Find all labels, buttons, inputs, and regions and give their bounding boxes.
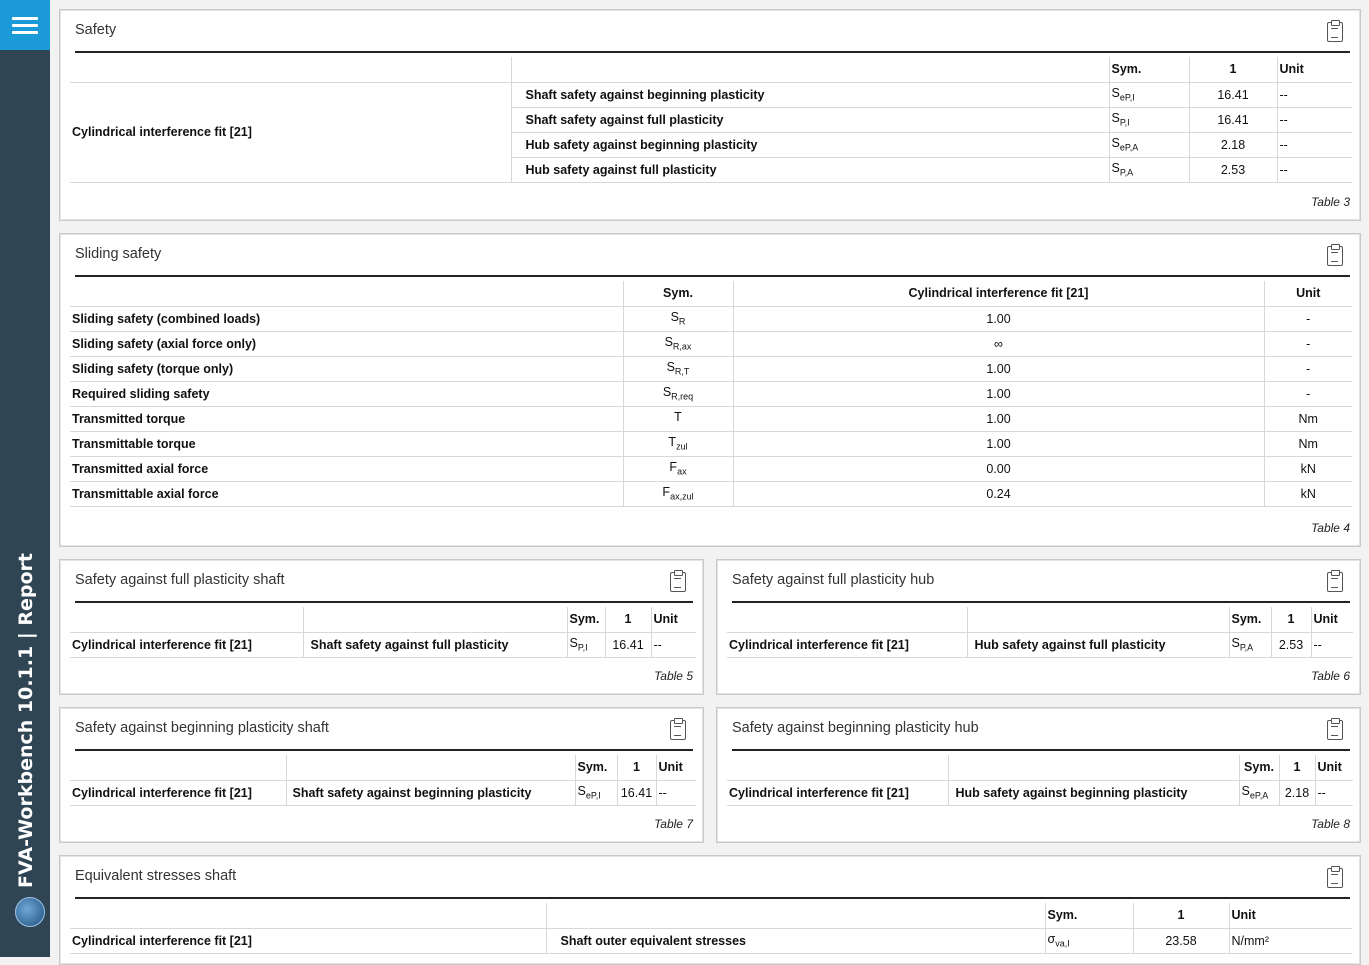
table-header-row: [727, 755, 1353, 780]
panel-title: Safety against beginning plasticity shaft: [75, 720, 329, 736]
panel-title: Safety against full plasticity shaft: [75, 572, 285, 588]
row-sym: $F_{ax}$: [623, 456, 733, 481]
row-label: Sliding safety (axial force only): [70, 331, 623, 356]
row-label: Shaft safety against beginning plasticity: [286, 780, 575, 805]
row-value: 1.00: [733, 381, 1264, 406]
panel-title: Safety against full plasticity hub: [732, 572, 935, 588]
table-row: [70, 82, 1352, 107]
sidebar: [0, 0, 50, 957]
col-header-unit: Unit: [1315, 755, 1353, 780]
col-header-sym: Sym.: [567, 607, 605, 632]
col-header-unit: Unit: [656, 755, 696, 780]
row-unit: -: [1264, 356, 1352, 381]
hamburger-menu-button[interactable]: [0, 0, 50, 50]
row-sym: $S_{eP,A}$: [1109, 132, 1189, 157]
col-header-unit: Unit: [651, 607, 696, 632]
table-header-row: [727, 607, 1353, 632]
table-row: [70, 456, 1352, 481]
panel-full-plasticity-shaft: [59, 559, 704, 695]
row-value: 16.41: [605, 632, 651, 657]
row-sym: $S_{R,req}$: [623, 381, 733, 406]
table-header-row: [70, 57, 1352, 82]
clipboard-icon[interactable]: [1327, 720, 1343, 740]
row-sym: $S_{P,A}$: [1229, 632, 1271, 657]
row-sym: $\sigma_{va,I}$: [1045, 928, 1133, 953]
row-unit: kN: [1264, 481, 1352, 506]
row-label: Shaft safety against full plasticity: [511, 107, 1109, 132]
row-unit: --: [651, 632, 696, 657]
col-header-value: 1: [1133, 903, 1229, 928]
row-value: 16.41: [1189, 107, 1277, 132]
panel-beginning-plasticity-shaft: [59, 707, 704, 843]
col-header-sym: Sym.: [1229, 607, 1271, 632]
row-sym: $S_{R,T}$: [623, 356, 733, 381]
row-sym: $S_{P,I}$: [567, 632, 605, 657]
group-label: Cylindrical interference fit [21]: [70, 82, 511, 182]
col-header-sym: Sym.: [575, 755, 617, 780]
full-plasticity-shaft-table: [70, 607, 696, 658]
table-row: [70, 356, 1352, 381]
panel-sliding-safety: [59, 233, 1361, 547]
clipboard-icon[interactable]: [670, 720, 686, 740]
col-header-unit: Unit: [1277, 57, 1352, 82]
row-label: Shaft outer equivalent stresses: [546, 928, 1045, 953]
table-header-row: [70, 755, 696, 780]
panel-full-plasticity-hub: [716, 559, 1361, 695]
row-unit: N/mm²: [1229, 928, 1352, 953]
table-row: [70, 780, 696, 805]
row-unit: kN: [1264, 456, 1352, 481]
table-header-row: [70, 903, 1352, 928]
panel-title: Equivalent stresses shaft: [75, 868, 237, 884]
table-caption: Table 8: [1311, 817, 1350, 831]
row-label: Transmitted torque: [70, 406, 623, 431]
group-label: Cylindrical interference fit [21]: [727, 632, 967, 657]
row-label: Hub safety against full plasticity: [511, 157, 1109, 182]
row-value: 0.00: [733, 456, 1264, 481]
col-header-value: Cylindrical interference fit [21]: [733, 281, 1264, 306]
row-sym: $S_{eP,I}$: [575, 780, 617, 805]
table-row: [70, 381, 1352, 406]
panel-title: Safety: [75, 22, 117, 38]
row-unit: --: [1311, 632, 1353, 657]
clipboard-icon[interactable]: [1327, 868, 1343, 888]
beginning-plasticity-hub-table: [727, 755, 1353, 806]
col-header-sym: Sym.: [1239, 755, 1279, 780]
row-value: 0.24: [733, 481, 1264, 506]
row-value: 1.00: [733, 306, 1264, 331]
table-row: [727, 632, 1353, 657]
clipboard-icon[interactable]: [1327, 22, 1343, 42]
panel-title: Safety against beginning plasticity hub: [732, 720, 979, 736]
safety-table: [70, 57, 1352, 183]
row-unit: -: [1264, 381, 1352, 406]
row-label: Shaft safety against full plasticity: [303, 632, 567, 657]
col-header-unit: Unit: [1311, 607, 1353, 632]
table-caption: Table 5: [654, 669, 693, 683]
row-value: 2.18: [1189, 132, 1277, 157]
row-value: 2.53: [1271, 632, 1311, 657]
row-label: Transmittable axial force: [70, 481, 623, 506]
brand: [13, 553, 39, 888]
table-row: [70, 632, 696, 657]
row-label: Hub safety against beginning plasticity: [948, 780, 1239, 805]
clipboard-icon[interactable]: [670, 572, 686, 592]
row-unit: --: [1277, 82, 1352, 107]
table-row: [70, 306, 1352, 331]
row-value: 1.00: [733, 356, 1264, 381]
row-label: Sliding safety (torque only): [70, 356, 623, 381]
row-label: Hub safety against full plasticity: [967, 632, 1229, 657]
col-header-value: 1: [617, 755, 656, 780]
divider: [732, 749, 1350, 751]
col-header-value: 1: [1279, 755, 1315, 780]
row-value: 2.18: [1279, 780, 1315, 805]
row-value: 1.00: [733, 406, 1264, 431]
table-row: [70, 481, 1352, 506]
panel-equivalent-stresses-shaft: [59, 855, 1361, 965]
row-sym: $S_{eP,A}$: [1239, 780, 1279, 805]
row-unit: Nm: [1264, 406, 1352, 431]
equivalent-stresses-shaft-table: [70, 903, 1352, 954]
table-row: [727, 780, 1353, 805]
row-value: ∞: [733, 331, 1264, 356]
clipboard-icon[interactable]: [1327, 246, 1343, 266]
row-sym: $T_{zul}$: [623, 431, 733, 456]
table-caption: Table 4: [1311, 521, 1350, 535]
row-sym: T: [623, 406, 733, 431]
row-label: Transmitted axial force: [70, 456, 623, 481]
group-label: Cylindrical interference fit [21]: [70, 632, 303, 657]
col-header-unit: Unit: [1229, 903, 1352, 928]
col-header-value: 1: [605, 607, 651, 632]
row-value: 1.00: [733, 431, 1264, 456]
table-caption: Table 6: [1311, 669, 1350, 683]
table-row: [70, 406, 1352, 431]
panel-beginning-plasticity-hub: [716, 707, 1361, 843]
full-plasticity-hub-table: [727, 607, 1353, 658]
table-row: [70, 331, 1352, 356]
divider: [732, 601, 1350, 603]
table-header-row: [70, 607, 696, 632]
table-row: [70, 431, 1352, 456]
row-unit: --: [1277, 107, 1352, 132]
row-sym: $S_{R,ax}$: [623, 331, 733, 356]
row-unit: Nm: [1264, 431, 1352, 456]
col-header-sym: Sym.: [623, 281, 733, 306]
row-label: Required sliding safety: [70, 381, 623, 406]
table-header-row: [70, 281, 1352, 306]
row-value: 23.58: [1133, 928, 1229, 953]
divider: [75, 275, 1350, 277]
row-unit: -: [1264, 331, 1352, 356]
group-label: Cylindrical interference fit [21]: [70, 928, 546, 953]
row-value: 16.41: [617, 780, 656, 805]
globe-logo-icon: [15, 897, 45, 927]
table-caption: Table 3: [1311, 195, 1350, 209]
panel-title: Sliding safety: [75, 246, 162, 262]
row-label: Shaft safety against beginning plasticity: [511, 82, 1109, 107]
row-label: Sliding safety (combined loads): [70, 306, 623, 331]
clipboard-icon[interactable]: [1327, 572, 1343, 592]
col-header-value: 1: [1271, 607, 1311, 632]
row-unit: -: [1264, 306, 1352, 331]
divider: [75, 51, 1350, 53]
row-value: 2.53: [1189, 157, 1277, 182]
divider: [75, 601, 693, 603]
table-row: [70, 928, 1352, 953]
table-caption: Table 7: [654, 817, 693, 831]
group-label: Cylindrical interference fit [21]: [70, 780, 286, 805]
row-sym: $S_R$: [623, 306, 733, 331]
row-unit: --: [1277, 132, 1352, 157]
row-unit: --: [1277, 157, 1352, 182]
row-sym: $S_{eP,I}$: [1109, 82, 1189, 107]
sliding-safety-table: [70, 281, 1352, 507]
col-header-unit: Unit: [1264, 281, 1352, 306]
beginning-plasticity-shaft-table: [70, 755, 696, 806]
row-sym: $S_{P,A}$: [1109, 157, 1189, 182]
row-unit: --: [1315, 780, 1353, 805]
panel-safety: [59, 9, 1361, 221]
row-sym: $F_{ax,zul}$: [623, 481, 733, 506]
divider: [75, 897, 1350, 899]
row-sym: $S_{P,I}$: [1109, 107, 1189, 132]
row-label: Transmittable torque: [70, 431, 623, 456]
col-header-value: 1: [1189, 57, 1277, 82]
col-header-sym: Sym.: [1109, 57, 1189, 82]
row-unit: --: [656, 780, 696, 805]
divider: [75, 749, 693, 751]
row-label: Hub safety against beginning plasticity: [511, 132, 1109, 157]
group-label: Cylindrical interference fit [21]: [727, 780, 948, 805]
col-header-sym: Sym.: [1045, 903, 1133, 928]
brand-title: FVA-Workbench 10.1.1 | Report: [15, 553, 37, 888]
row-value: 16.41: [1189, 82, 1277, 107]
